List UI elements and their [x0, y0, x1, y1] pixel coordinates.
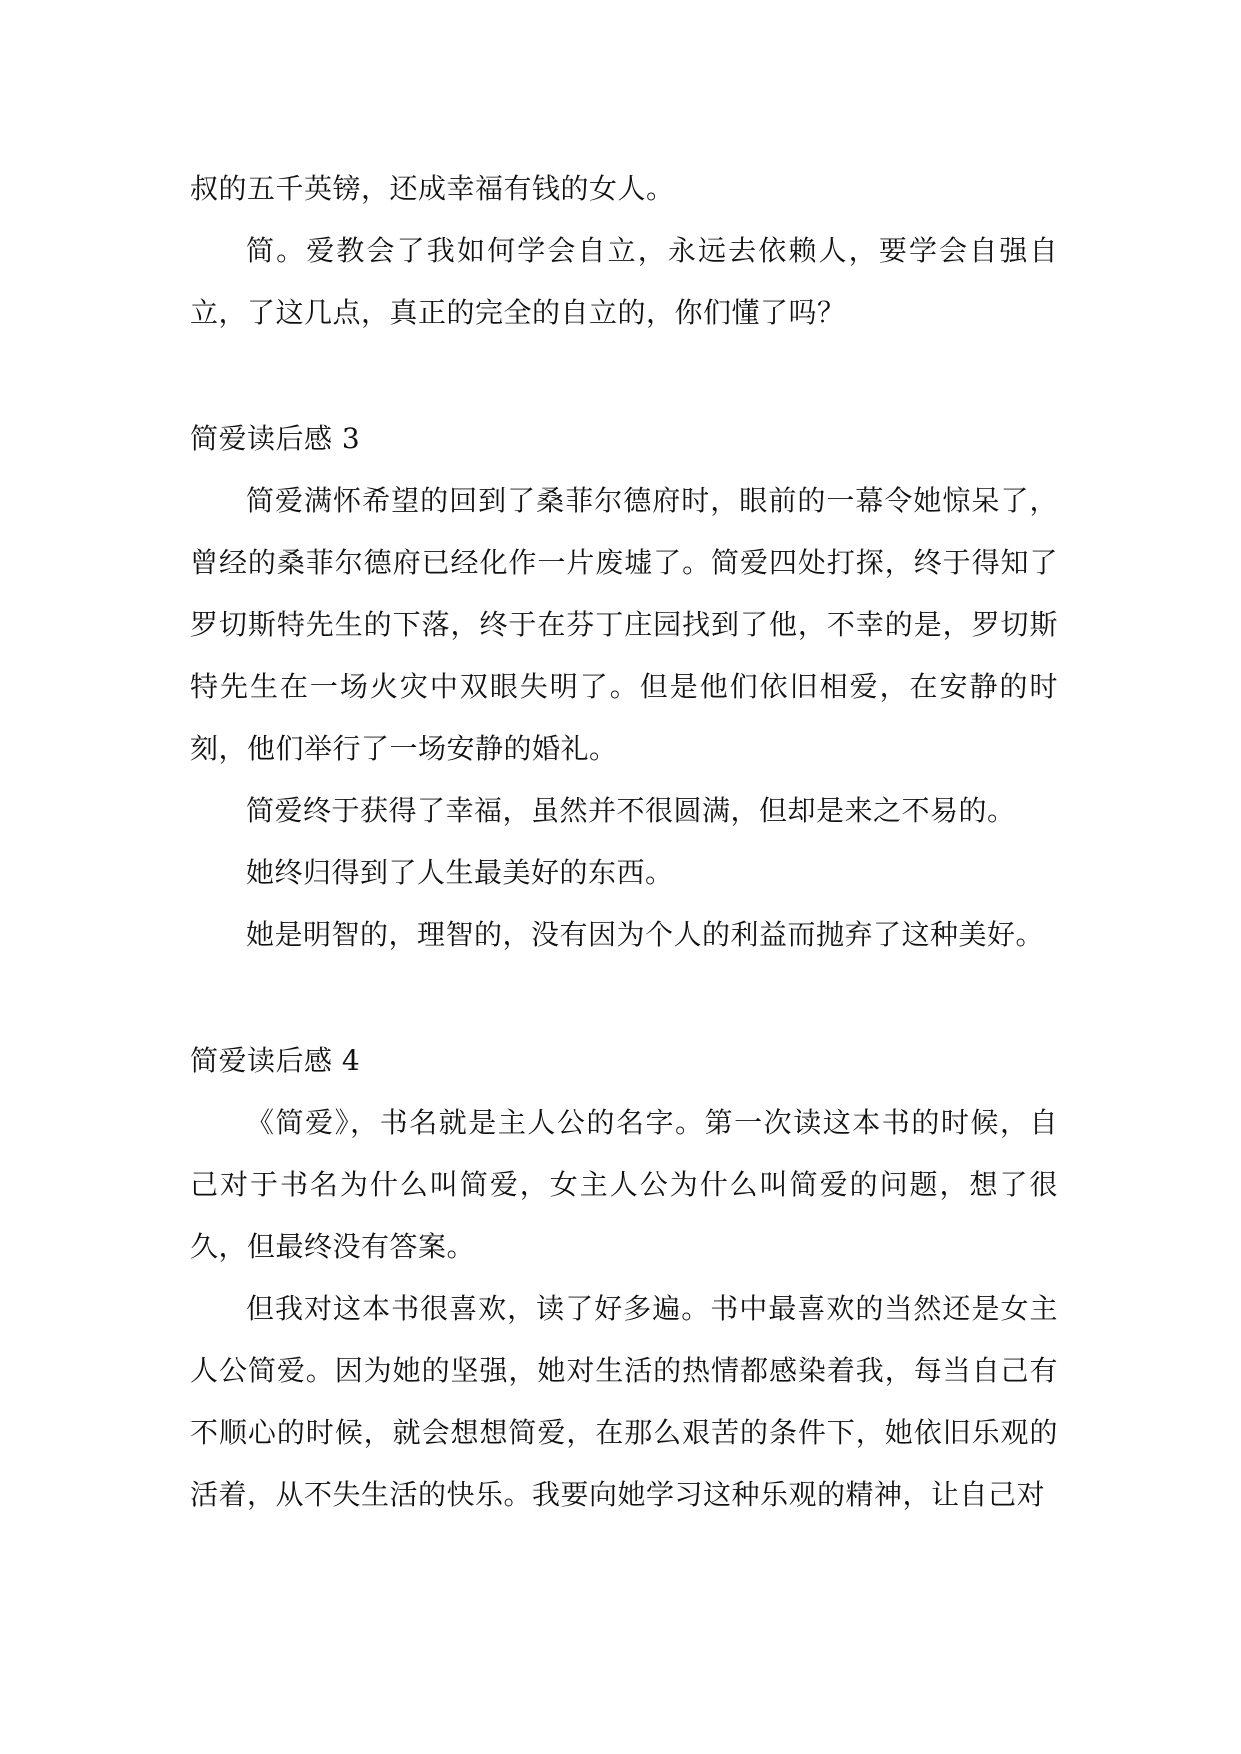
paragraph: 但我对这本书很喜欢，读了好多遍。书中最喜欢的当然还是女主人公简爱。因为她的坚强，她对生活的热情都感染着我，每当自己有不顺心的时候，就会想想简爱，在那么艰苦的条件下，她依旧乐观的活着，从不失生活的快乐。我要向她学习这种乐观的精神，让自己对 [190, 1292, 1058, 1511]
paragraph: 《简爱》，书名就是主人公的名字。第一次读这本书的时候，自己对于书名为什么叫简爱，女主人公为什么叫简爱的问题，想了很久，但最终没有答案。 [190, 1106, 1058, 1263]
section-spacer [190, 344, 1058, 408]
section-spacer [190, 966, 1058, 1030]
section-heading-3: 简爱读后感 3 [190, 422, 361, 455]
paragraph: 她是明智的，理智的，没有因为个人的利益而抛弃了这种美好。 [246, 918, 1045, 951]
paragraph-continuation: 叔的五千英镑，还成幸福有钱的女人。 [190, 172, 675, 205]
document-body [190, 158, 1058, 1526]
paragraph: 简爱满怀希望的回到了桑菲尔德府时，眼前的一幕令她惊呆了，曾经的桑菲尔德府已经化作一片废墟了。简爱四处打探，终于得知了罗切斯特先生的下落，终于在芬丁庄园找到了他，不幸的是，罗切斯特先生在一场火灾中双眼失明了。但是他们依旧相爱，在安静的时刻，他们举行了一场安静的婚礼。 [190, 484, 1058, 765]
section-heading-4: 简爱读后感 4 [190, 1044, 361, 1077]
paragraph: 她终归得到了人生最美好的东西。 [246, 856, 674, 889]
paragraph: 简爱终于获得了幸福，虽然并不很圆满，但却是来之不易的。 [246, 794, 1016, 827]
paragraph: 简。爱教会了我如何学会自立，永远去依赖人，要学会自强自立，了这几点，真正的完全的自立的，你们懂了吗？ [190, 234, 1058, 329]
